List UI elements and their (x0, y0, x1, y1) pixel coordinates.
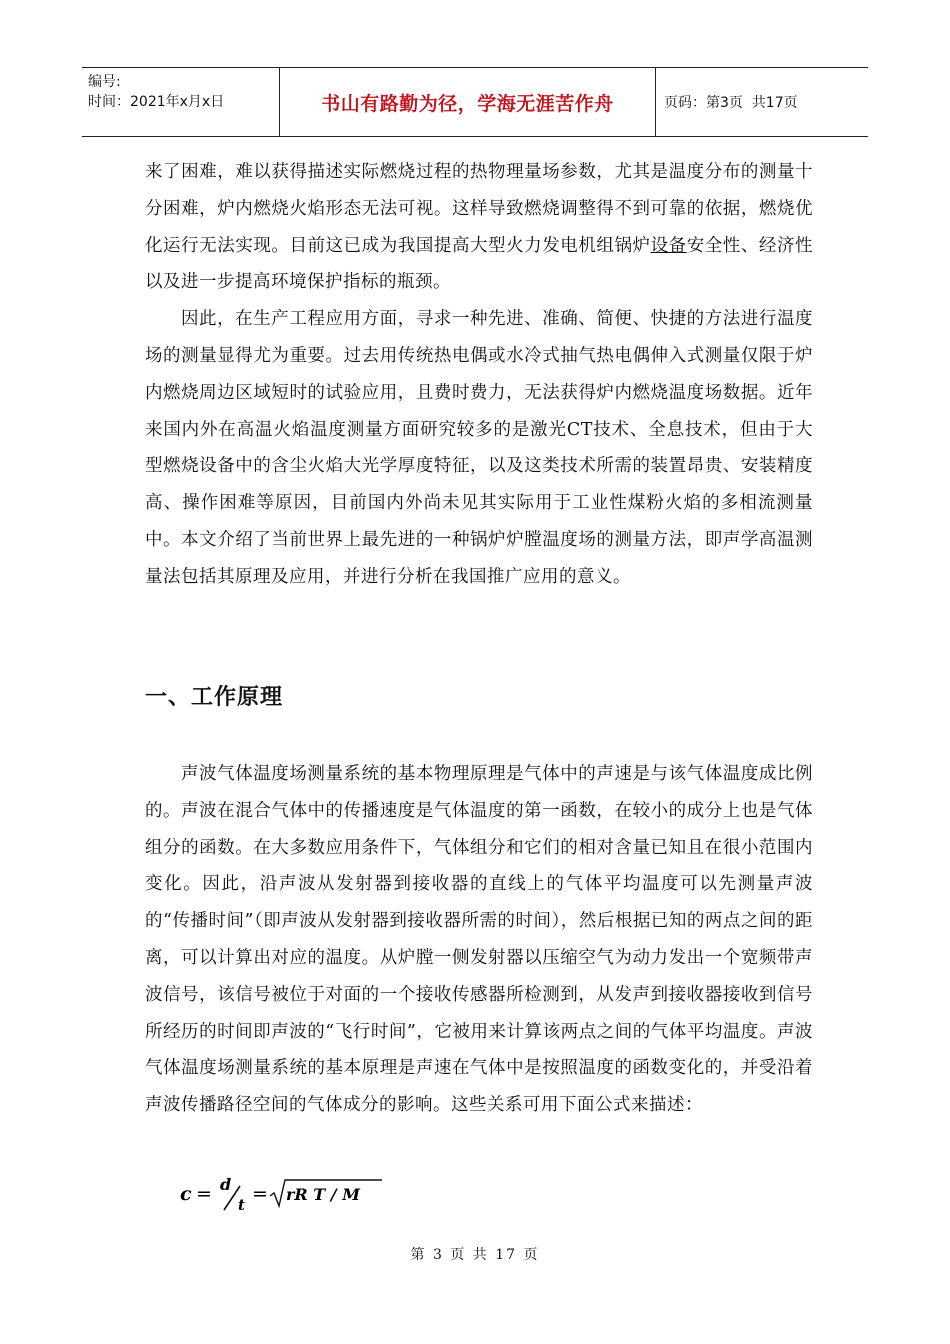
page-footer: 第 3 页 共 17 页 (410, 1247, 540, 1263)
page-code-text: 页码：第3页 共17页 (664, 95, 798, 111)
formula-d: d (220, 1175, 232, 1194)
doc-number-label: 编号: (88, 74, 121, 90)
equipment-link[interactable]: 设备 (650, 235, 687, 256)
section-heading: 一、工作原理 (145, 685, 284, 710)
formula-radicand: rR T / M (286, 1185, 360, 1204)
sound-speed-formula (180, 1172, 400, 1216)
paragraph-1 (145, 154, 813, 301)
formula-eq1: = (196, 1183, 212, 1205)
paragraph-3: 声波气体温度场测量系统的基本物理原理是气体中的声速是与该气体温度成比例的。声波在混合气体中的传播速度是气体温度的第一函数，在较小的成分上也是气体组分的函数。在大多数应用条件下，气体组分和它们的相对含量已知且在很小范围内变化。因此，沿声波从发射器到接收器的直线上的气体平均温度可以先测量声波的“传播时间”（即声波从发射器到接收器所需的时间），然后根据已知的两点之间的距离，可以计算出对应的温度。从炉膛一侧发射器以压缩空气为动力发出一个宽频带声波信号，该信号被位于对面的一个接收传感器所检测到，从发声到接收器接收到信号所经历的时间即声波的“飞行时间”，它被用来计算该两点之间的气体平均温度。声波气体温度场测量系统的基本原理是声速在气体中是按照温度的函数变化的，并受沿着声波传播路径空间的气体成分的影响。这些关系可用下面公式来描述： (145, 764, 813, 1116)
paragraph-2: 因此，在生产工程应用方面，寻求一种先进、准确、简便、快捷的方法进行温度场的测量显得尤为重要。过去用传统热电偶或水冷式抽气热电偶伸入式测量仅限于炉内燃烧周边区域短时的试验应用，且费时费力，无法获得炉内燃烧温度场数据。近年来国内外在高温火焰温度测量方面研究较多的是激光CT技术、全息技术，但由于大型燃烧设备中的含尘火焰大光学厚度特征，以及这类技术所需的装置昂贵、安装精度高、操作困难等原因，目前国内外尚未见其实际用于工业性煤粉火焰的多相流测量中。本文介绍了当前世界上最先进的一种锅炉炉膛温度场的测量方法，即声学高温测量法包括其原理及应用，并进行分析在我国推广应用的意义。 (145, 309, 813, 587)
header-motto: 书山有路勤为径，学海无涯苦作舟 (280, 68, 656, 136)
formula-c: c (180, 1183, 192, 1205)
body-text-top (145, 154, 813, 596)
doc-time-label: 时间：2021年x月x日 (88, 94, 225, 110)
formula-eq2: = (252, 1183, 268, 1205)
paragraph-1-text: 来了困难，难以获得描述实际燃烧过程的热物理量场参数，尤其是温度分布的测量十分困难，炉内燃烧火焰形态无法可视。这样导致燃烧调整得不到可靠的依据，燃烧优化运行无法实现。目前这已成为我国提高大型火力发电机组锅炉 (145, 162, 813, 256)
body-text-bottom (145, 756, 813, 1124)
header-meta (82, 68, 280, 136)
paragraph-1-tail: 安全性、经济性以及进一步提高环境保护指标的瓶颈。 (145, 235, 814, 293)
header-page-code (656, 68, 868, 136)
formula-t: t (238, 1196, 245, 1214)
page-header (82, 67, 868, 137)
